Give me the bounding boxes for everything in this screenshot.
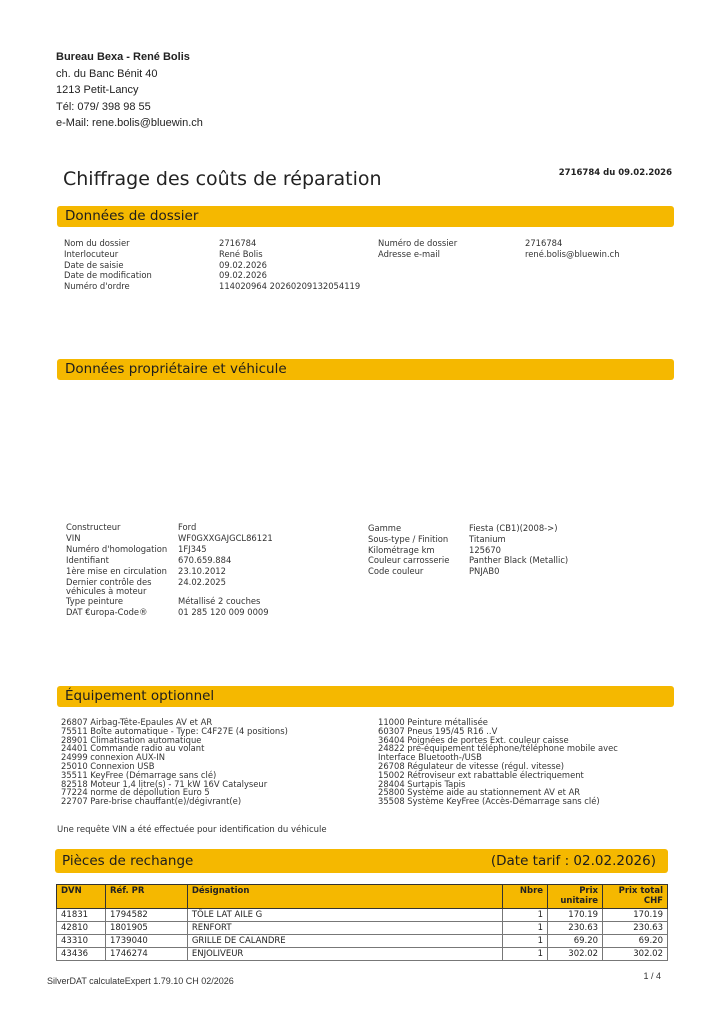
equipment-item: Interface Bluetooth-/USB <box>378 752 482 763</box>
cell-unit-price: 170.19 <box>548 909 603 922</box>
table-row <box>57 909 668 922</box>
vehicle-field-label: Identifiant <box>66 555 109 565</box>
cell-ref: 1794582 <box>105 909 187 922</box>
dossier-field-value: 2716784 <box>525 238 563 248</box>
equipment-item: 24822 pré-équipement téléphone/téléphone mobile avec <box>378 743 618 754</box>
vehicle-field-label: 1ère mise en circulation <box>66 566 167 576</box>
cell-unit-price: 230.63 <box>548 922 603 935</box>
cell-dvn: 43310 <box>57 935 106 948</box>
dossier-field-row <box>378 238 675 249</box>
cell-designation: ENJOLIVEUR <box>187 948 502 961</box>
cell-qty: 1 <box>503 948 548 961</box>
vehicle-field-value: Titanium <box>469 533 506 544</box>
parts-tariff-date: (Date tarif : 02.02.2026) <box>490 853 656 869</box>
section-title-parts: Pièces de rechange <box>62 853 194 869</box>
col-dvn: DVN <box>57 885 106 909</box>
vin-note: Une requête VIN a été effectuée pour identification du véhicule <box>57 825 327 835</box>
equipment-item: 22707 Pare-brise chauffant(e)/dégivrant(e) <box>61 796 242 807</box>
vehicle-field-row <box>368 534 599 545</box>
vehicle-field-label: DAT €uropa-Code® <box>66 607 148 618</box>
dossier-right-list <box>378 238 675 260</box>
dossier-field-value: 09.02.2026 <box>219 270 267 281</box>
equipment-item: 25010 Connexion USB <box>61 760 155 771</box>
cell-total: 302.02 <box>603 948 668 961</box>
vehicle-field-label: Type peinture <box>66 596 124 607</box>
section-title-dossier: Données de dossier <box>65 208 199 224</box>
col-designation: Désignation <box>187 885 502 909</box>
cell-designation: RENFORT <box>187 922 502 935</box>
equipment-item: 28901 Climatisation automatique <box>61 734 202 745</box>
dossier-field-label: Numéro de dossier <box>378 238 458 248</box>
sender-address <box>56 49 203 132</box>
vehicle-field-row <box>66 534 318 543</box>
cell-qty: 1 <box>503 935 548 948</box>
cell-dvn: 42810 <box>57 922 106 935</box>
section-band-parts <box>55 849 668 873</box>
col-qty: Nbre <box>503 885 548 909</box>
parts-table <box>56 884 668 961</box>
equipment-item: 25800 Système aide au stationnement AV et AR <box>378 787 581 798</box>
equipment-item: 75511 Boîte automatique - Type: C4F27E (4 positions) <box>61 725 288 736</box>
vehicle-field-value: 24.02.2025 <box>178 577 226 587</box>
vehicle-field-label: Constructeur <box>66 522 121 532</box>
sender-phone: Tél: 079/ 398 98 55 <box>56 100 151 113</box>
dossier-field-row <box>64 238 379 249</box>
equipment-item: 60307 Pneus 195/45 R16 ..V <box>378 725 498 736</box>
cell-ref: 1746274 <box>105 948 187 961</box>
vehicle-field-value: Ford <box>178 522 197 532</box>
vehicle-field-value: 670.659.884 <box>178 555 232 565</box>
dossier-field-value: René Bolis <box>219 248 263 259</box>
equipment-item: 35511 KeyFree (Démarrage sans clé) <box>61 769 217 780</box>
vehicle-field-value: 125670 <box>469 544 501 555</box>
section-band-vehicle <box>57 359 674 380</box>
equipment-item: 15002 Rétroviseur ext rabattable électriquement <box>378 769 584 780</box>
vehicle-field-label: Couleur carrosserie <box>368 555 450 566</box>
vehicle-field-row <box>66 523 318 532</box>
dossier-field-label: Date de modification <box>64 270 152 281</box>
equipment-item: 24999 connexion AUX-IN <box>61 752 165 763</box>
vehicle-field-value: Panther Black (Metallic) <box>469 555 569 566</box>
col-unit-price <box>548 885 603 909</box>
vehicle-field-label: Kilométrage km <box>368 544 435 555</box>
section-title-vehicle: Données propriétaire et véhicule <box>65 361 287 377</box>
section-title-equipment: Équipement optionnel <box>65 688 215 704</box>
cell-qty: 1 <box>503 909 548 922</box>
cell-ref: 1739040 <box>105 935 187 948</box>
cell-unit-price: 302.02 <box>548 948 603 961</box>
equipment-item: 35508 Système KeyFree (Accès-Démarrage sans clé) <box>378 796 600 807</box>
vehicle-field-value: 1FJ345 <box>178 544 207 554</box>
cell-total: 69.20 <box>603 935 668 948</box>
dossier-field-value: 09.02.2026 <box>219 259 267 270</box>
document-title: Chiffrage des coûts de réparation <box>63 168 382 190</box>
dossier-field-row <box>64 260 379 271</box>
equipment-item: 26708 Régulateur de vitesse (régul. vitesse) <box>378 760 565 771</box>
vehicle-field-value: 01 285 120 009 0009 <box>178 607 269 618</box>
cell-designation: GRILLE DE CALANDRE <box>187 935 502 948</box>
dossier-field-row <box>64 270 379 281</box>
vehicle-right-list <box>368 523 599 577</box>
vehicle-field-label: Numéro d'homologation <box>66 544 168 554</box>
table-row <box>57 935 668 948</box>
vehicle-field-row <box>66 578 318 595</box>
dossier-field-row <box>64 249 379 260</box>
cell-dvn: 41831 <box>57 909 106 922</box>
section-band-equipment <box>57 686 674 707</box>
vehicle-field-value: WF0GXXGAJGCL86121 <box>178 533 273 543</box>
vehicle-field-label: Sous-type / Finition <box>368 533 449 544</box>
dossier-field-row <box>378 249 675 260</box>
col-unit-price-line2: unitaire <box>560 895 599 906</box>
vehicle-field-row <box>66 567 318 576</box>
equipment-item: 36404 Poignées de portes Ext. couleur caisse <box>378 734 569 745</box>
equipment-left-list <box>61 718 288 806</box>
dossier-field-label: Adresse e-mail <box>378 248 440 259</box>
cell-dvn: 43436 <box>57 948 106 961</box>
vehicle-field-label: Dernier contrôle des véhicules à moteur <box>66 577 152 596</box>
sender-city: 1213 Petit-Lancy <box>56 84 139 96</box>
cell-unit-price: 69.20 <box>548 935 603 948</box>
section-band-dossier <box>57 206 674 227</box>
cell-qty: 1 <box>503 922 548 935</box>
dossier-field-label: Interlocuteur <box>64 248 119 259</box>
vehicle-field-row <box>368 523 599 534</box>
dossier-field-value: rené.bolis@bluewin.ch <box>525 248 620 259</box>
col-total-line1: Prix total <box>618 886 663 896</box>
page-number: 1 / 4 <box>643 971 661 981</box>
dossier-field-value: 114020964 20260209132054119 <box>219 281 361 292</box>
equipment-item: 24401 Commande radio au volant <box>61 743 205 754</box>
vehicle-field-row <box>66 597 318 606</box>
equipment-item: 28404 Surtapis Tapis <box>378 778 466 789</box>
vehicle-field-row <box>368 566 599 577</box>
vehicle-field-value: 23.10.2012 <box>178 566 226 576</box>
cell-designation: TÔLE LAT AILE G <box>187 909 502 922</box>
vehicle-field-value: Fiesta (CB1)(2008->) <box>469 523 558 533</box>
vehicle-field-label: VIN <box>66 533 81 543</box>
col-ref: Réf. PR <box>105 885 187 909</box>
dossier-left-list <box>64 238 379 292</box>
vehicle-field-row <box>368 555 599 566</box>
cell-total: 170.19 <box>603 909 668 922</box>
footer-software: SilverDAT calculateExpert 1.79.10 CH 02/2026 <box>47 976 234 986</box>
table-row <box>57 948 668 961</box>
parts-table-header <box>57 885 668 909</box>
col-total-line2: CHF <box>643 895 663 906</box>
vehicle-field-value: Métallisé 2 couches <box>178 596 261 607</box>
document-reference: 2716784 du 09.02.2026 <box>558 168 672 178</box>
cell-total: 230.63 <box>603 922 668 935</box>
dossier-field-label: Date de saisie <box>64 259 124 270</box>
vehicle-field-value: PNJAB0 <box>469 566 500 577</box>
vehicle-field-row <box>66 608 318 617</box>
vehicle-left-list <box>66 523 318 619</box>
vehicle-field-label: Gamme <box>368 523 402 533</box>
table-row <box>57 922 668 935</box>
equipment-right-list <box>378 718 618 806</box>
col-unit-price-line1: Prix <box>579 886 599 896</box>
dossier-field-row <box>64 281 379 292</box>
equipment-item: 77224 norme de dépollution Euro 5 <box>61 787 210 798</box>
equipment-item: 11000 Peinture métallisée <box>378 717 488 727</box>
col-total <box>603 885 668 909</box>
cell-ref: 1801905 <box>105 922 187 935</box>
vehicle-field-row <box>66 545 318 554</box>
sender-company: Bureau Bexa - René Bolis <box>56 51 190 63</box>
sender-street: ch. du Banc Bénit 40 <box>56 67 158 80</box>
sender-email: e-Mail: rene.bolis@bluewin.ch <box>56 117 203 129</box>
equipment-item: 26807 Airbag-Tête-Epaules AV et AR <box>61 717 213 727</box>
vehicle-field-row <box>368 545 599 556</box>
dossier-field-label: Numéro d'ordre <box>64 281 130 292</box>
vehicle-field-row <box>66 556 318 565</box>
vehicle-field-label: Code couleur <box>368 566 424 577</box>
equipment-item: 82518 Moteur 1,4 litre(s) - 71 kW 16V Catalyseur <box>61 778 268 789</box>
dossier-field-value: 2716784 <box>219 238 257 248</box>
dossier-field-label: Nom du dossier <box>64 238 130 248</box>
